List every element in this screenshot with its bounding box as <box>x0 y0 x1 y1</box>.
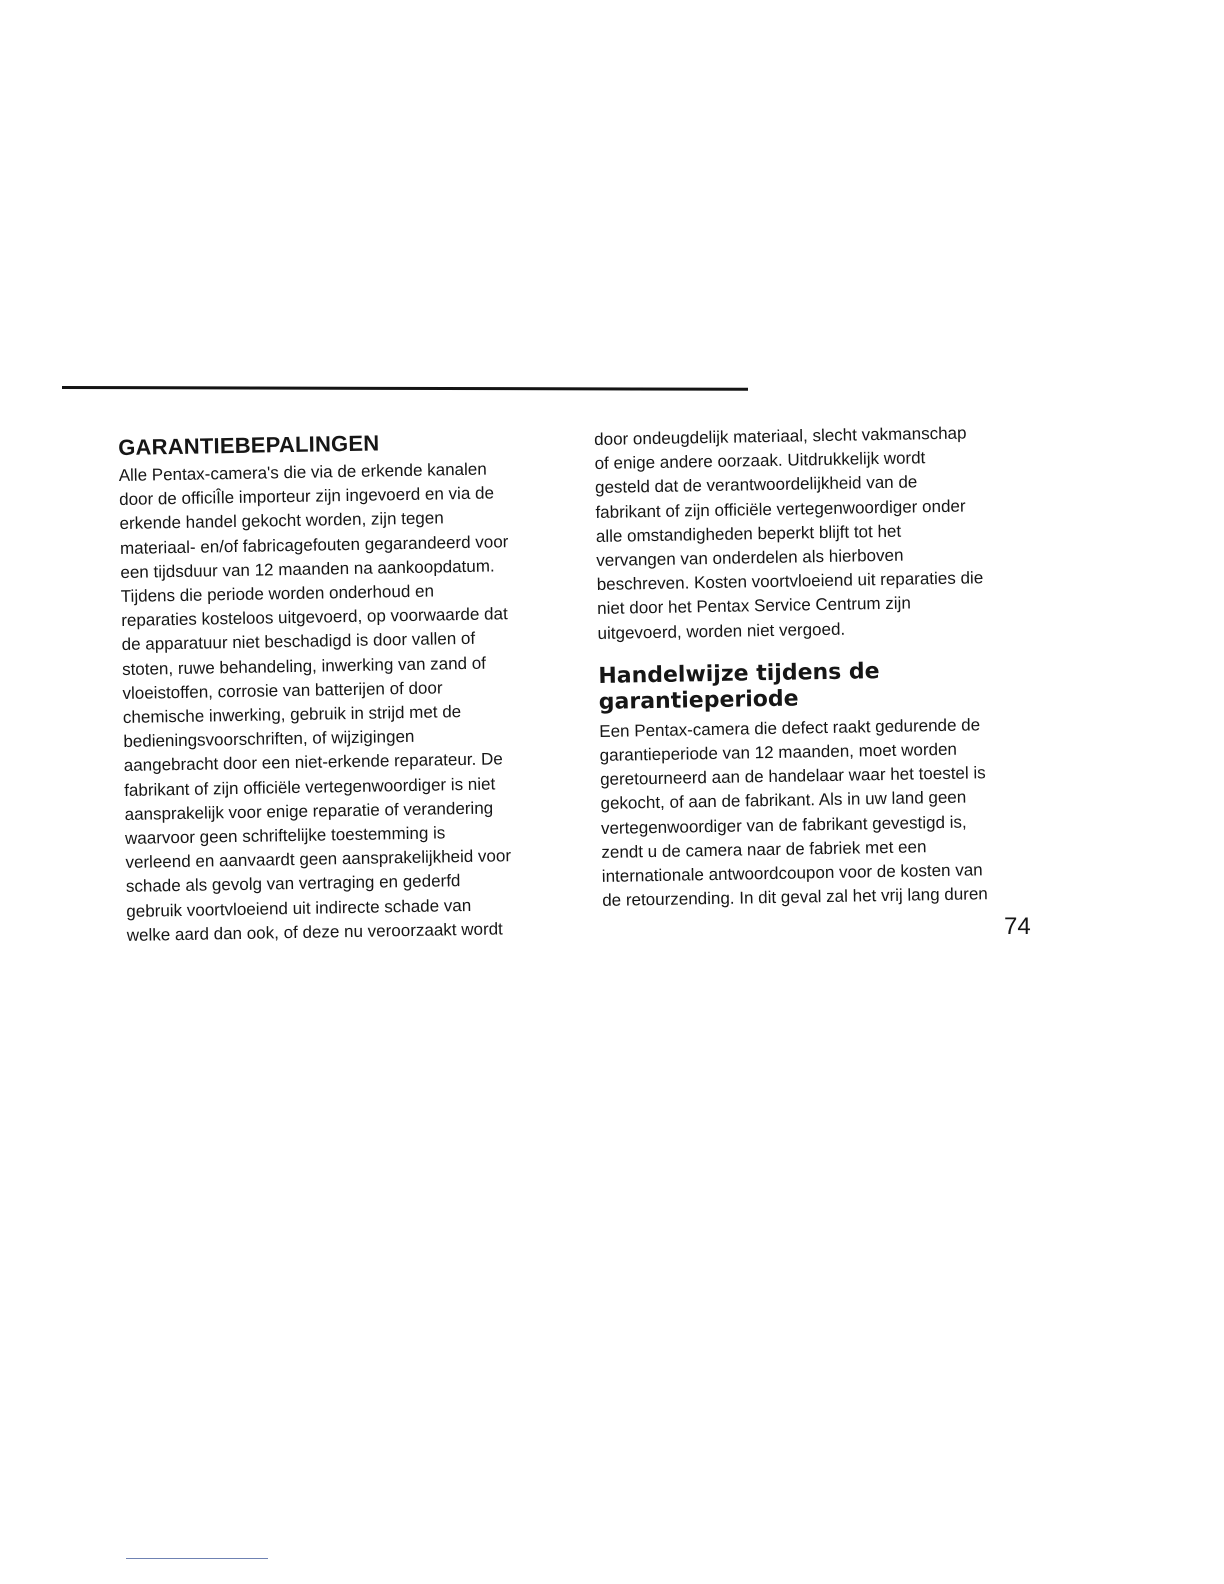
procedure-paragraph <box>599 712 1042 913</box>
text-line: de apparatuur niet beschadigd is door vallen of <box>121 629 476 655</box>
text-line: vervangen van onderdelen als hierboven <box>596 545 904 570</box>
text-line: Tijdens die periode worden onderhoud en <box>120 581 435 606</box>
warranty-heading: GARANTIEBEPALINGEN <box>118 430 380 460</box>
text-line: gekocht, of aan de fabrikant. Als in uw land geen <box>600 787 967 814</box>
text-line: fabrikant of zijn officiële vertegenwoordiger onder <box>595 496 966 522</box>
text-line: vloeistoffen, corrosie van batterijen of door <box>122 678 443 703</box>
left-column <box>118 426 577 948</box>
warranty-paragraph <box>119 456 577 948</box>
text-line: een tijdsduur van 12 maanden na aankoopdatum. <box>120 556 495 582</box>
text-line: stoten, ruwe behandeling, inwerking van zand of <box>121 653 487 679</box>
text-line: materiaal- en/of fabricagefouten gegarandeerd voor <box>119 531 509 558</box>
page-number: 74 <box>1004 913 1031 940</box>
right-column <box>594 420 1042 913</box>
text-line: of enige andere oorzaak. Uitdrukkelijk wordt <box>594 448 926 474</box>
text-line: aansprakelijk voor enige reparatie of verandering <box>124 798 494 824</box>
text-line: welke aard dan ook, of deze nu veroorzaakt wordt <box>126 919 503 945</box>
text-line: bedieningsvoorschriften, of wijzigingen <box>123 727 415 752</box>
text-line: uitgevoerd, worden niet vergoed. <box>597 619 846 643</box>
text-line: geretourneerd aan de handelaar waar het toestel is <box>599 763 986 790</box>
text-line: gesteld dat de verantwoordelijkheid van de <box>594 472 918 498</box>
text-line: verleend en aanvaardt geen aansprakelijkheid voor <box>125 846 512 873</box>
top-rule <box>62 386 748 391</box>
procedure-heading: Handelwijze tijdens de garantieperiode <box>598 658 880 715</box>
text-line: fabrikant of zijn officiële vertegenwoordiger is niet <box>124 774 496 800</box>
text-line: internationale antwoordcoupon voor de kosten van <box>601 860 983 886</box>
text-line: alle omstandigheden beperkt blijft tot het <box>595 521 902 546</box>
text-line: door ondeugdelijk materiaal, slecht vakmanschap <box>594 423 967 449</box>
text-line: aangebracht door een niet-erkende reparateur. De <box>123 749 503 776</box>
text-line: door de officiÎle importeur zijn ingevoerd en via de <box>118 483 495 510</box>
text-line: Een Pentax-camera die defect raakt gedurende de <box>599 715 981 741</box>
text-line: schade als gevolg van vertraging en gederfd <box>125 871 461 897</box>
text-line: Alle Pentax-camera's die via de erkende kanalen <box>118 459 487 485</box>
text-line: de retourzending. In dit geval zal het vrij lang duren <box>602 884 988 911</box>
text-line: niet door het Pentax Service Centrum zijn <box>596 593 911 619</box>
text-line: reparaties kosteloos uitgevoerd, op voorwaarde dat <box>121 604 508 631</box>
text-line: vertegenwoordiger van de fabrikant gevestigd is, <box>600 812 967 838</box>
text-line: waarvoor geen schriftelijke toestemming is <box>124 823 446 848</box>
bottom-rule <box>126 1558 268 1559</box>
warranty-continuation-paragraph <box>594 420 1038 645</box>
text-line: chemische inwerking, gebruik in strijd met de <box>122 702 462 727</box>
text-line: beschreven. Kosten voortvloeiend uit reparaties die <box>596 568 984 595</box>
text-line: gebruik voortvloeiend uit indirecte schade van <box>126 895 472 921</box>
text-line: garantieperiode van 12 maanden, moet worden <box>599 739 958 765</box>
text-line: zendt u de camera naar de fabriek met een <box>601 837 927 862</box>
text-line: erkende handel gekocht worden, zijn tegen <box>119 508 444 534</box>
